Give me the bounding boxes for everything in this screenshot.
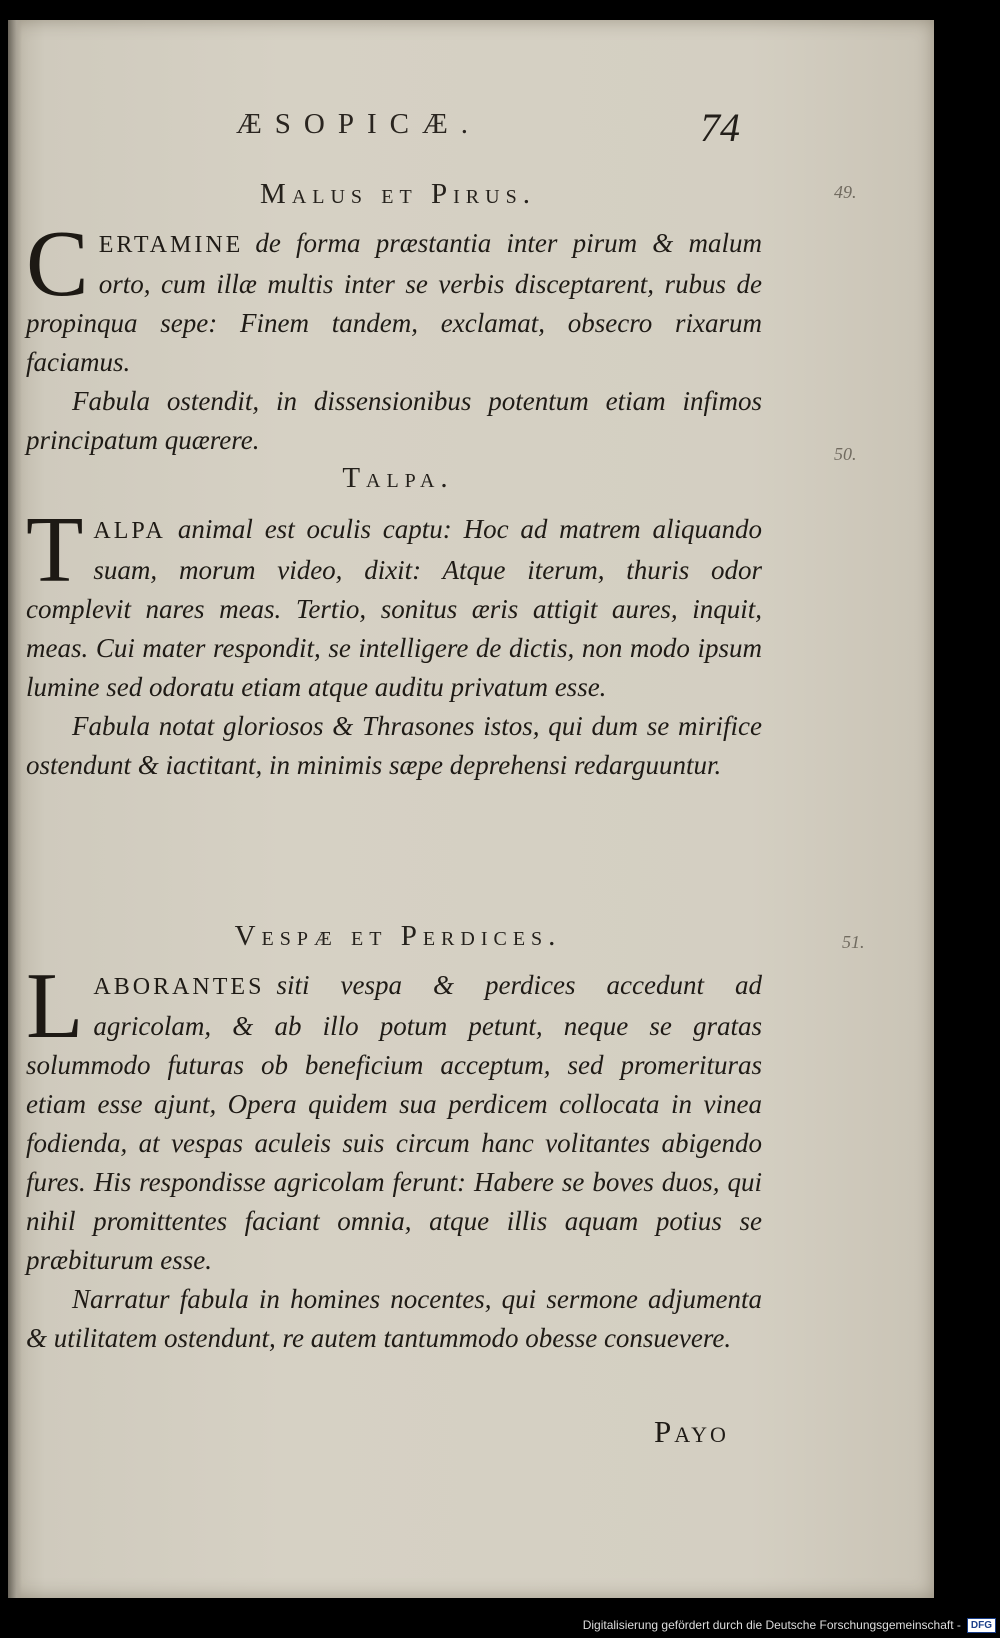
fable-moral: Narratur fabula in homines nocentes, qui sermone adjumenta & utilitatem ostendunt, re autem tantummodo obesse consuevere. xyxy=(26,1284,762,1353)
funding-credit: Digitalisierung gefördert durch die Deutsche Forschungsgemeinschaft - xyxy=(582,1618,961,1632)
margin-note: 50. xyxy=(834,444,857,464)
fable-moral: Fabula ostendit, in dissensionibus potentum etiam infimos principatum quærere. xyxy=(26,386,762,455)
running-head xyxy=(8,105,934,158)
fable-body xyxy=(26,498,762,707)
fable-body-text: animal est oculis captu: Hoc ad matrem aliquando suam, morum video, dixit: Atque iterum, thuris odor complevit nares meas. Tertio, sonitus æris attigit aures, inquit, meas. Cui mater respondit, se intelligere de dictis, non modo ipsum lumine sed odoratu etiam atque auditu privatum esse. xyxy=(26,514,762,702)
lead-word: ALPA xyxy=(93,518,166,544)
catchword: Payo xyxy=(654,1414,729,1449)
fable-title: Malus et Pirus. xyxy=(260,178,536,210)
fable-moral: Fabula notat gloriosos & Thrasones istos, qui dum se mirifice ostendunt & iactitant, in minimis sæpe deprehensi redarguuntur. xyxy=(26,711,762,780)
fable-text xyxy=(26,954,762,1358)
fable-body xyxy=(26,954,762,1280)
margin-note: 51. xyxy=(842,932,865,952)
drop-cap: L xyxy=(26,954,84,1058)
dfg-logo: DFG xyxy=(967,1618,996,1633)
page-gutter-shadow xyxy=(8,20,22,1598)
fable-body-text: siti vespa & perdices accedunt ad agricolam, & ab illo potum petunt, neque se gratas solummodo futuras ob beneficium acceptum, sed promerituras etiam esse ajunt, Opera quidem sua perdicem collocata in vinea fodienda, at vespas aculeis suis circum hanc volitantes abigendo fures. His respondisse agricolam ferunt: Habere se boves duos, qui nihil promittentes faciant omnia, atque illis aquam potius se præbiturum esse. xyxy=(26,970,762,1275)
running-head-title: ÆSOPICÆ. xyxy=(236,108,482,140)
fable-title: Talpa. xyxy=(342,462,454,494)
fable-body xyxy=(26,212,762,382)
fable-text xyxy=(26,212,762,460)
margin-note: 49. xyxy=(834,182,857,202)
book-page xyxy=(8,20,934,1598)
digitization-footer xyxy=(583,1614,996,1636)
page-number: 74 xyxy=(700,105,740,150)
fable-body-text: de forma præstantia inter pirum & malum orto, cum illæ multis inter se verbis disceptarent, rubus de propinqua sepe: Finem tandem, exclamat, obsecro rixarum faciamus. xyxy=(26,228,762,377)
fable-title: Vespæ et Perdices. xyxy=(234,920,562,952)
drop-cap: C xyxy=(26,212,89,316)
fable-text xyxy=(26,498,762,785)
drop-cap: T xyxy=(26,498,84,602)
lead-word: ERTAMINE xyxy=(98,232,244,258)
lead-word: ABORANTES xyxy=(93,974,265,1000)
